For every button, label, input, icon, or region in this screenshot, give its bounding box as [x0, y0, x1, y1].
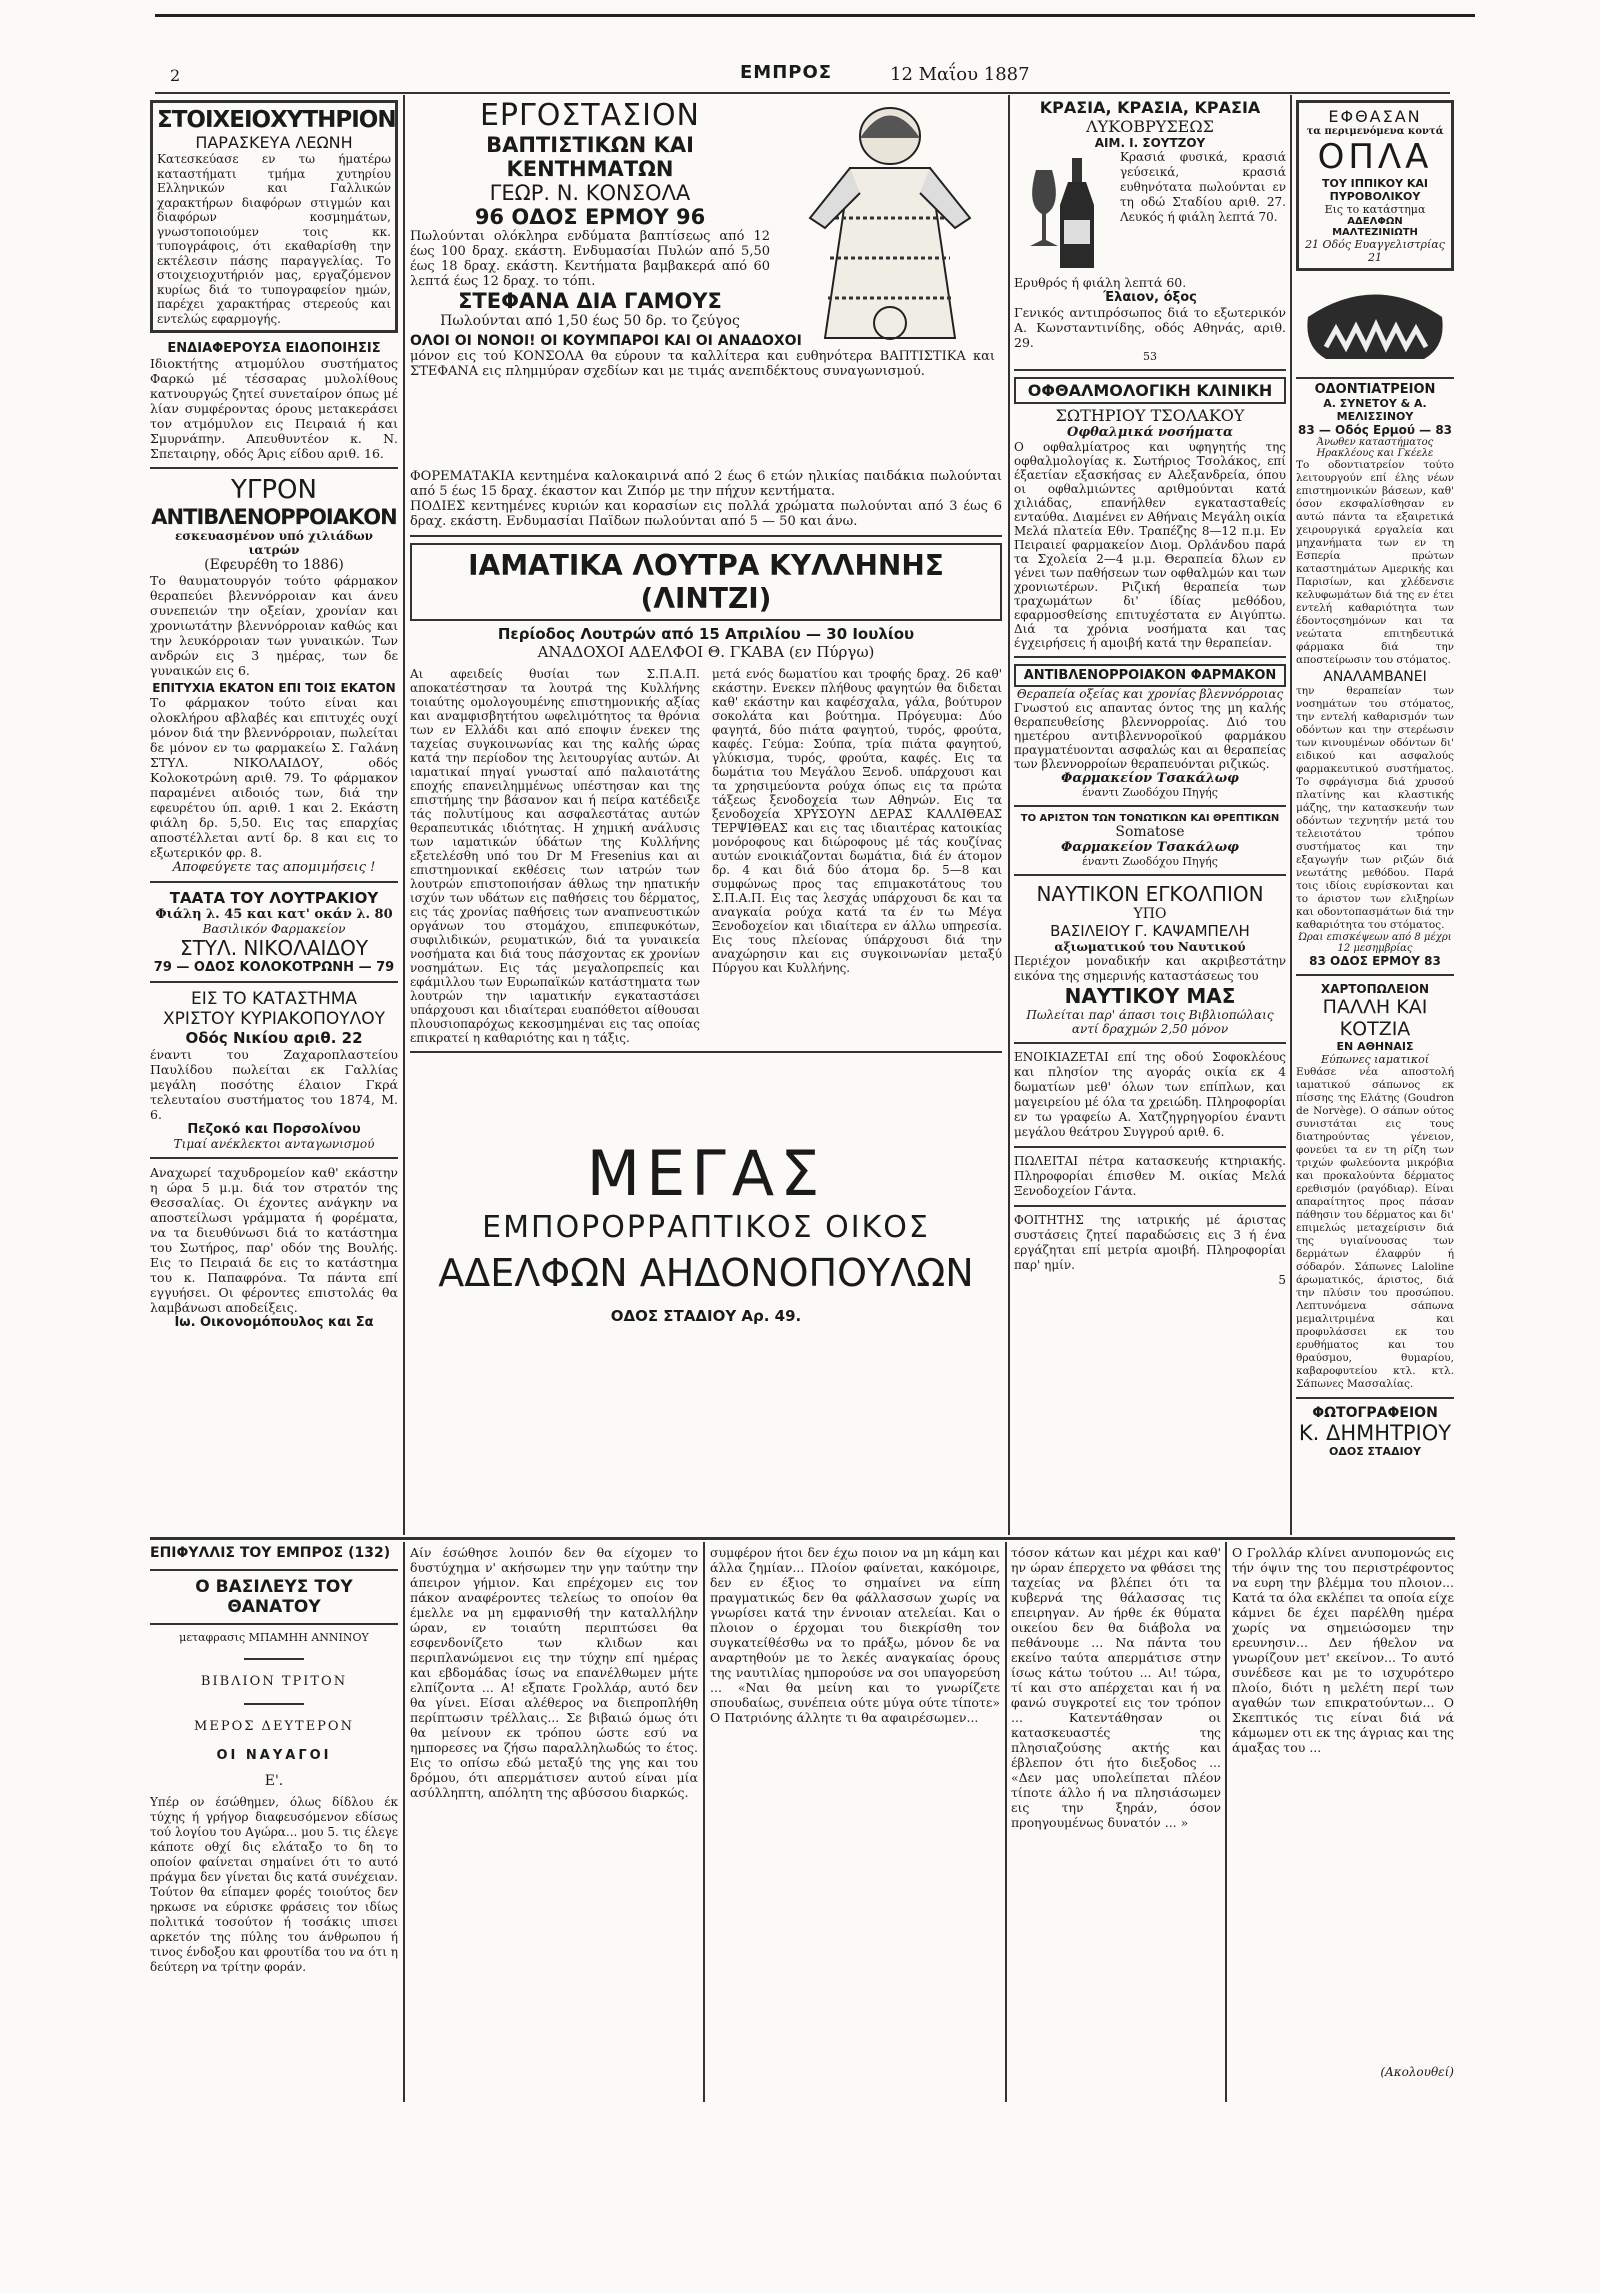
spa-text-left: Αι αφειδείς θυσίαι των Σ.Π.Α.Π. αποκατέστησαν τα λουτρά της Κυλλήνης τοιαύτης ομολογουμένης επιστημονικής αξίας και αναμφισβητήτου ωφελιμότητος τα θρόνια των εν Ελλάδι και από εποψιν ένεκεν της ταχείας συγκοινωνίας και της καλής ώρας κατά την περίοδον της λειτουργίας αυτών. Αι ιαματικαί πηγαί γνωσταί από παλαιοτάτης εποχής επανειλημμένως υπέστησαν και της επιστήμης την βάσανον και ή πείρα κατέδειξε τάς πολυτίμους και ασφαλεστάτας αυτών θεραπευτικάς ιδιότητας. Η χημική ανάλυσις των ιαματικών ύδάτων της Κυλλήνης εξετελέσθη υπό του Dr M Fresenius και αι επιστημονικαί εκθέσεις των ιατρών των λουτρών επιστοποιήσαν άθλως την ηπατικήν ισχύν των υδάτων εις παθήσεις του δέρματος, εις τάς χρονίας παθήσεις των αναπνευστικών οργάνων του στομάχου, επιπεφυκότων, συφιλιδικών, ρευματικών, διά τα γυναικεία νοσήματα και διά τους πάσχοντας εκ χρονίων νοσημάτων. Εις τάς μεγαλοπρεπείς και εφάμιλλου των Ευρωπαϊκών κατάστηματα των λουτρών την ιαματικήν εγκαταστάσει υπάρχουσι και ιδιαίτεραι ευαπόθετοι αίθουσαι πλουσιοπαρόχως κεκοσμημέναι εις τας οποίας επικρατεί η καθαριότης και η τάξις.: [410, 667, 700, 1045]
dentist-title: ΟΔΟΝΤΙΑΤΡΕΙΟΝ: [1296, 377, 1454, 397]
wine-sub: ΛΥΚΟΒΡΥΣΕΩΣ: [1086, 117, 1214, 136]
tailor-address: ΟΔΟΣ ΣΤΑΔΙΟΥ Αρ. 49.: [610, 1307, 802, 1325]
loutraki-title: ΤΑΑΤΑ ΤΟΥ ΛΟΥΤΡΑΚΙΟΥ: [169, 889, 379, 907]
top-rule: [155, 14, 1475, 17]
spa-body: [410, 667, 1002, 1045]
foundry-title: ΣΤΟΙΧΕΙΟΧΥΤΗΡΙΟΝ: [157, 107, 396, 133]
stationery-city: ΕΝ ΑΘΗΝΑΙΣ: [1336, 1040, 1414, 1053]
wine-number: 53: [1143, 350, 1157, 363]
antiblen-ad: [1014, 664, 1286, 799]
dentist-text: Το οδοντιατρείον τούτο λειτουργούν επί έλης νέων επιστημονικών βάσεων, καθ' όσον εκσφαλίσθησαν εν αυτώ πάντα τα εξαιρετικά χειρουργικά εργαλεία και μηχανήματα των εν τη Εσπερία πρώτων καταστημάτων Αμερικής και Παρισίων, και χλέδενσιε κελυφωμάτων διά της εν έτει εντελή καθαριότητα των έδοντοςσημόνων και τα νεώτατα επιτηδευτικά φάρμακα διά την αποστείρωσιν του στόματος.: [1296, 459, 1454, 666]
wine-agent: Γενικός αντιπρόσωπος διά το εξωτερικόν Α. Κωνσταντινίδης, οδός Αθηνάς, αριθ. 29.: [1014, 305, 1286, 350]
dentist-names: Α. ΣΥΝΕΤΟΥ & Α. ΜΕΛΙΣΣΙΝΟΥ: [1323, 397, 1427, 423]
serial-column-5: [1232, 1545, 1454, 2100]
column-2: [410, 98, 1002, 1535]
page-header: [0, 62, 1600, 92]
pharmacy-address: 79 — ΟΔΟΣ ΚΟΛΟΚΟΤΡΩΝΗ — 79: [153, 960, 395, 975]
stationery-sub: Εύπωνες ιαματικοί: [1320, 1053, 1430, 1066]
naval-author: ΒΑΣΙΛΕΙΟΥ Γ. ΚΑΨΑΜΠΕΛΗ: [1050, 922, 1250, 940]
column-rule: [1005, 1542, 1007, 2102]
naval-by: ΥΠΟ: [1133, 906, 1167, 922]
serial-text-1: Υπέρ ον έσώθημεν, όλως δίδλου έκ τύχης ή γρήγορ διαφευσόμενον εδίσως τού λογίου του Αγώρα... μου 5. τις έλεγε κάποτε οθχί δις ελάταξο το δη το οποίον φαίνεται σημαίνει ότι το αυτό πράγμα δεν γίνεται δις κατά συνέχειαν. Τούτον θα είπαμεν φορές τοιούτος δεν ηρκωσε να εύρισκε φράσεις τον ιδίως πολιτικά τοσούτον ή τοσάκις ιπισει αρκετόν της πύλης του άνθρωπου ή τινος ένδοξου και φρουτίδα του να ότι η δεύτερη να τρίτην φοράν.: [150, 1795, 398, 1974]
wine-ad: [1014, 98, 1286, 363]
notice-text: Ιδιοκτήτης ατμομύλου συστήματος Φαρκώ μέ τέσσαρας μυλολίθους κατνουργώς ζητεί συνεταίρον όπως μέ λίαν συμφέροντας όρους μετακεράσει τον ατμόμυλον εις Πειραιά ή και Σμυρνάπην. Απευθυντέον κ. Ν. Σπεταιρηγ, οδός Άρις είδου αριθ. 16.: [150, 356, 398, 461]
column-rule: [1008, 95, 1010, 1535]
tailor-ad: [410, 1138, 1002, 1325]
remedy-title-2: ΑΝΤΙΒΛΕΝΟΡΡΟΙΑΚΟΝ: [151, 505, 397, 529]
eye-clinic-sub: Οφθαλμικά νοσήματα: [1067, 425, 1233, 440]
post-signature: Ιω. Οικονομόπουλος και Σα: [174, 1315, 374, 1330]
column-rule: [703, 1542, 705, 2102]
serial-heading: [150, 1545, 398, 2105]
spa-title: ΙΑΜΑΤΙΚΑ ΛΟΥΤΡΑ ΚΥΛΛΗΝΗΣ (ΛΙΝΤΖΙ): [468, 549, 944, 615]
serial-title: Ο ΒΑΣΙΛΕΥΣ ΤΟΥ ΘΑΝΑΤΟΥ: [150, 1569, 398, 1625]
column-4: [1296, 100, 1454, 1535]
stone-sale-text: ΠΩΛΕΙΤΑΙ πέτρα κατασκευής κτηριακής. Πληροφορίαι έπισθεν Μ. οικίας Μελά Ξενοδοχείον Γάντα.: [1014, 1154, 1286, 1198]
dentist-ad: [1296, 377, 1454, 968]
antiblen-sub: Θεραπεία οξείας και χρονίας βλεννόρροιας: [1016, 687, 1284, 701]
serial-continued: (Ακολουθεί): [1380, 2065, 1454, 2079]
remedy-made-by: εσκευασμένον υπό χιλιάδων ιατρών: [175, 529, 373, 557]
serial-translator: μεταφρασις ΜΠΑΜΗΗ ΑΝΝΙΝΟΥ: [179, 1631, 369, 1644]
arms-expected: τα περιμενόμενα κοντά: [1306, 126, 1444, 137]
column-3: [1014, 98, 1286, 1535]
naval-title: ΝΑΥΤΙΚΟΝ ΕΓΚΟΛΠΙΟΝ: [1036, 882, 1264, 906]
arms-address: 21 Οδός Ευαγγελιστρίας 21: [1305, 238, 1445, 264]
photo-title: ΦΩΤΟΓΡΑΦΕΙΟΝ: [1312, 1405, 1438, 1421]
factory-owner: ΓΕΩΡ. Ν. ΚΟΝΣΟΛΑ: [489, 181, 691, 205]
issue-date: 12 Μαΐου 1887: [890, 64, 1030, 85]
naval-title-2: ΝΑΥΤΙΚΟΥ ΜΑΣ: [1064, 984, 1236, 1008]
store-prices: Τιμαί ανέκλεκτοι ανταγωνισμού: [173, 1137, 375, 1151]
success-title: ΕΠΙΤΥΧΙΑ ΕΚΑΤΟΝ ΕΠΙ ΤΟΙΣ ΕΚΑΤΟΝ: [152, 681, 396, 695]
eye-clinic-ad: [1014, 377, 1286, 650]
antiblen-address: έναντι Ζωοδόχου Πηγής: [1082, 786, 1218, 799]
paper-name: ΕΜΠΡΟΣ: [740, 62, 833, 83]
column-rule: [403, 95, 405, 1535]
tailor-name: ΑΔΕΛΦΩΝ ΑΗΔΟΝΟΠΟΥΛΩΝ: [438, 1251, 974, 1295]
loutraki-price: Φιάλη λ. 45 και κατ' οκάν λ. 80: [155, 907, 393, 922]
dentures-illustration: [1296, 277, 1454, 377]
somatose-address: έναντι Ζωοδόχου Πηγής: [1082, 855, 1218, 868]
dentist-hours: Ώραι επισκέψεων από 8 μέχρι 12 μεσημβρίας: [1298, 932, 1452, 954]
page-number: 2: [170, 66, 181, 85]
somatose-name: Somatose: [1115, 824, 1185, 840]
store-title: ΕΙΣ ΤΟ ΚΑΤΑΣΤΗΜΑ: [190, 989, 358, 1009]
wreaths-price: Πωλούνται από 1,50 έως 50 δρ. το ζεύγος: [440, 313, 740, 329]
arms-arrived: ΕΦΘΑΣΑΝ: [1328, 107, 1422, 126]
remedy-ad: [150, 475, 398, 875]
spa-owner: ΑΝΑΔΟΧΟΙ ΑΔΕΛΦΟΙ Θ. ΓΚΑΒΑ (εν Πύργω): [537, 643, 875, 661]
column-rule: [403, 1542, 405, 2102]
serial-rule: [150, 1537, 1455, 1540]
store-text: έναντι του Ζαχαροπλαστείου Παυλίδου πωλείται εκ Γαλλίας μεγάλη ποσότης έλαιον Γκρά τελευταίου συστήματος του 1874, Μ. 6.: [150, 1047, 398, 1122]
eye-clinic-text: Ο οφθαλμίατρος και υφηγητής της οφθαλμολογίας κ. Σωτήριος Τσολάκος, επί έξαετίαν εξασκήσας εν Αλεξανδρεία, όπου οι οφθαλμιώντες αριθμούνται κατά χιλιάδας, επανήλθεν εγκατασταθείς ενταύθα. Διαμένει εν Αθήναις Μεγάλη οικία Μελά πλατεία Εθν. Τραπέζης 8—12 π.μ. Εν Πειραιεί φαρμακείον Διομ. Ορλάνδου παρά τα Σχολεία 2—4 μ.μ. Θεραπεία δλων εν γένει των παθήσεων των οφθαλμών και των χρονιωτέρων. Ριζική θεραπεία των τραχωμάτων δι' ίδίας μεθόδου, εφαρμοσθείσης επιτυχέστατα εν Αιγύπτω. Διά τα χρόνια νοσήματα και τας έγχειρήσεις ή αμοιβή κατά την θεραπείαν.: [1014, 440, 1286, 650]
store-name: ΧΡΙΣΤΟΥ ΚΥΡΙΑΚΟΠΟΥΛΟΥ: [162, 1009, 386, 1029]
arms-title: ΟΠΛΑ: [1317, 137, 1433, 177]
avoid-imitations: Αποφεύγετε τας απομιμήσεις !: [172, 860, 376, 875]
dentist-footer: 83 ΟΔΟΣ ΕΡΜΟΥ 83: [1309, 954, 1441, 968]
tailor-sub: ΕΜΠΟΡΟΡΡΑΠΤΙΚΟΣ ΟΙΚΟΣ: [482, 1210, 930, 1245]
serial-text-4: τόσον κάτων και μέχρι και καθ' ην ώραν έπερχετο να φθάσει της ταχείας να βλέπει ότι τα κυβερνά της θάλασσας τις επειρηγαν. Αν ήρθε έκ θύματα οικείου δεν θα διάβολα να πεθάνουμε ... Να πάντα του εκείνο ταύτα απερμάτισε στην ίσως κάτω τούτου ... Αι! τώρα, τί και στο απέρχεται και ή να φανώ συγκροτεί εις τον τρόπον ... Κατεντάθησαν οι κατασκευαστές της πλησιαζούσης ακτής και έβλεπον ότι ήτο διεξοδος ... «Δεν μας υπολείπεται πλέον τίποτε άλλο ή να πλησιάσωμεν εις την ξηράν, όσον προηγουμένως δυνατόν ... »: [1011, 1545, 1221, 1830]
factory-text: Πωλούνται ολόκληρα ενδύματα βαπτίσεως από 12 έως 100 δραχ. εκάστη. Ενδυμασίαι Πυλών από 5,50 έως 18 δραχ. εκάστη. Κεντήματα βαμβακερά από 60 λεπτά έως 12 δραχ. το τόπι.: [410, 229, 770, 289]
rent-text: ΕΝΟΙΚΙΑΖΕΤΑΙ επί της οδού Σοφοκλέους και πλησίον της αγοράς οικία εκ 4 δωματίων μεθ' όλων των επίπλων, και μαγειρείου μέ όλα τα χρειώδη. Πληροφορίαι εν τω γραφείω Α. Χατζηγρηγορίου έναντι μεγάλου θεάτρου Συγγρού αριθ. 6.: [1014, 1050, 1286, 1139]
serial-part: ΜΕΡΟΣ ΔΕΥΤΕΡΟΝ: [194, 1719, 354, 1734]
arms-at: Εις το κατάστημα: [1324, 203, 1426, 216]
notice-ad: [150, 341, 398, 461]
foundry-text: Κατεσκεύασε εν τω ήματέρω καταστήματι τμήμα χυτηρίου Ελληνικών και Γαλλικών χαρακτήρων διαφόρων στιγμών και διαφόρων κοσμημάτων, γνωστοποιούμεν τοις κκ. τυπογράφοις, ότι εκαθαρίσθη την εκτέλεσιν πάσης παραγγελίας. Το στοιχειοχυτήριόν μας, εργαζόμενον κυρίως διά το τυπογραφείον ημών, παρέχει χαρακτήρας στερεούς και εντελώς εφαρμογής.: [157, 152, 391, 326]
factory-address: 96 ΟΔΟΣ ΕΡΜΟΥ 96: [474, 205, 706, 229]
stationery-text: Ευθάσε νέα αποστολή ιαματικού σάπωνος εκ πίσσης της Ελάτης (Goudron de Norvège). Ο σάπων ούτος συνιστάται εις τους διατηρούντας γένειον, φονεύει τα εν τη ρίζη των τριχών φωλεύοντα μικρόβια και προκαλούντα δέρματος ερεθισμόν (ραγόδιαρ). Είναι απαραίτητος προς πάσαν πάθησιν του δέρματος και δι' επιμελώς μεταχείρισιν διά της υγιαίνουσας των δερμάτων έλαφρύν ή σόδαρόν. Σάπωνες Laloline άρωματικός, άριστος, διά την πλύσιν του προσώπου. Λεπτυνόμενα σάπωνα μεμαλιτριμένα και προφυλάσσει εκ του ερυθήματος και του θραύσμου, θυμαρίου, καβαροφυτείου κτλ. κτλ. Σάπωνες Μασσαλίας.: [1296, 1066, 1454, 1390]
photo-name: Κ. ΔΗΜΗΤΡΙΟΥ: [1298, 1421, 1452, 1445]
loutraki-ad: [150, 889, 398, 975]
dentist-undertakes: ΑΝΑΛΑΜΒΑΝΕΙ: [1323, 669, 1427, 685]
somatose-pharmacy: Φαρμακείον Τσακάλωφ: [1061, 840, 1239, 855]
stationery-ad: [1296, 982, 1454, 1391]
success-text: Το φάρμακον τούτο είναι και ολοκλήρου αβλαβές και επιτυχές ουχί μόνον διά την βλεννόρροιαν, πωλείται δε μόνον εν τω φαρμακείω Σ. Γαλάνη ΣΤΥΛ. ΝΙΚΟΛΑΙΔΟΥ, οδός Κολοκοτρώνη αριθ. 79. Το φάρμακον παραμένει αιδοιός των, διά την εφευρέτου ύπ. αριθ. 1 και 2. Εκάστη φιάλη δρ. 5,50. Εις τας επαρχίας αποστέλλεται αντί δρ. 8 και εις το εξωτερικόν φρ. 8.: [150, 695, 398, 860]
post-text: Αναχωρεί ταχυδρομείον καθ' εκάστην η ώρα 5 μ.μ. διά τον στρατόν της Θεσσαλίας. Οι έχοντες ανάγκην να αποστείλωσι γράμματα ή φορέματα, να τα διευθύνωσι διά το κατάστημα του Σωτήρος, παρ' οδόν της Βουλής. Εις το Πειραιά δε εις το κατάστημα του κ. Παπαφρόνα. Τα πάντα επί εγγυήσει. Οι φέροντες επιστολάς θα λαμβάνωσι αποδείξεις.: [150, 1165, 398, 1315]
notice-title: ΕΝΔΙΑΦΕΡΟΥΣΑ ΕΙΔΟΠΟΙΗΣΙΣ: [167, 341, 381, 356]
column-marker: 5: [1278, 1273, 1286, 1287]
serial-text-3: συμφέρον ήτοι δεν έχω ποιον να μη κάμη και άλλα ζημίαν... Πλοίον φαίνεται, κακόμοιρε, δεν εν έξιος το σημαίνει να είπη πραγματικώς δεν θα φάλλασσων χωρίς να γνωρίσει κατά την έννοιαν ατελείαι. Και ο πλοιον ο έρχομαι του διεκρίσθη τον συγκατείθέσθω να το πράξω, μόνον δε να αναρτηθούν με το λεκές αναγκαίας όρους της ναυτιλίας ημπορούσε να σοι υπαγορεύση ... «Ναι θα μείνη και το γνωρίζετε σπουδαίως, συνέπεια ούτε μύγα ούτε τίποτε» Ο Πατριόνης άλλητε τι θα αφαιρέσωμεν...: [710, 1545, 1000, 1725]
store-address: Οδός Νικίου αριθ. 22: [185, 1029, 363, 1047]
tailor-title: ΜΕΓΑΣ: [586, 1137, 826, 1210]
godparents-line: ΟΛΟΙ ΟΙ ΝΟΝΟΙ! ΟΙ ΚΟΥΜΠΑΡΟΙ ΚΑΙ ΟΙ ΑΝΑΔΟΧΟΙ: [410, 333, 802, 349]
post-ad: [150, 1165, 398, 1330]
serial-text-5: Ο Γρολλάρ κλίνει ανυπομονώς εις τήν όψιν της του περιστρέφοντος να ευρη την βλέμμα του πλοιον... Κατά τα όλα εκλέπει τα οποία είχε κάμνει δε έχει παρέλθη ημέρα χωρίς να σημειώσομεν την ερευνησιν... Δεν ήθελον να γνωρίζουν μετ' εκείνον... Το αυτό συνέδεσε και με το ισχυρότερο πλοίο, διότι η μελέτη περί των αγαθών των επικρατούντων... Ο Σκεπτικός τις είναι διά νά κάμωμεν οτι εκ της άγριας και της άμαξας του ...: [1232, 1545, 1454, 1755]
wine-title: ΚΡΑΣΙΑ, ΚΡΑΣΙΑ, ΚΡΑΣΙΑ: [1039, 98, 1261, 117]
wine-oil: Έλαιον, όξος: [1103, 290, 1197, 305]
antiblen-text: Γνωστού εις απαντας όντος της μη καλής θεραπευθείσης βλεννορροίας. Διό του ημετέρου αντιβλεννοροϊκού φαρμάκου πραγματέυονται ασφαλώς και αι θεραπείας των βλεννορροίων θεραπευόνται ριζικώς.: [1014, 701, 1286, 771]
somatose-ad: [1014, 813, 1286, 868]
wreaths-title: ΣΤΕΦΑΝΑ ΔΙΑ ΓΑΜΟΥΣ: [458, 289, 722, 313]
column-rule: [1225, 1542, 1227, 2102]
baby-gown-illustration: [790, 98, 990, 348]
pharmacy-name: ΣΤΥΛ. ΝΙΚΟΛΑΙΔΟΥ: [179, 936, 369, 960]
baptism-ad: [410, 98, 1002, 463]
spa-period: Περίοδος Λουτρών από 15 Απριλίου — 30 Ιουλίου: [497, 625, 915, 643]
dresses-text: ΦΟΡΕΜΑΤΑΚΙΑ κεντημένα καλοκαιρινά από 2 έως 6 ετών ηλικίας παιδάκια πωλούνται από 5 έως 15 δραχ. έκαστον και Ζιπόρ με την πήχυν κεντήματα.: [410, 469, 1002, 499]
remedy-title-1: ΥΓΡΟΝ: [231, 475, 317, 505]
aprons-text: ΠΟΔΙΕΣ κεντημένες κυριών και κορασίων εις πολλά χρώματα πωλούνται από 3 έως 6 δραχ. εκάστη. Ενδυμασίαι Παϊδων πωλούνται από 5 — 50 και άνω.: [410, 499, 1002, 529]
student-text: ΦΟΙΤΗΤΗΣ της ιατρικής μέ άριστας συστάσεις ζητεί παραδώσεις εις 3 ή ένα εργάζηται επί μετρία αμοιβή. Πληροφορίαι παρ' ημίν.: [1014, 1213, 1286, 1272]
naval-ad: [1014, 882, 1286, 1036]
antiblen-pharmacy: Φαρμακείον Τσακάλωφ: [1061, 771, 1239, 786]
serial-chapter: ΟΙ ΝΑΥΑΓΟΙ: [216, 1748, 332, 1763]
store-sub: Πεζοκό και Πορσολίνου: [187, 1122, 361, 1137]
stationery-title: ΧΑΡΤΟΠΩΛΕΙΟΝ: [1320, 982, 1430, 996]
serial-text-2: Αίν έσώθησε λοιπόν δεν θα είχομεν το δυστύχημα ν' ακήσωμεν την γην ταύτην την άπειρον γήμιον. Και επρέχομεν εις τον πάκον αναφέροντες τελείως το οποίον θα έμελλε να μη εμφανισθή την καταλλήλην ώραν, εν τοιαύτη περιπτώσει θα εσφενδονίζετο των κλιδων και περιπλανώμενοι εις την τύχην επί ημέρας και εβδομάδας ίσως να επανέλθωμεν μήτε ελπίζοντα ... Α! εξπατε Γρολλάρ, αυτό δεν θα γίνει. Είσαι αλέθερος να διεπροπλήθη περίπτωσιν τρέλλαις... Σε βιβαιώ όμως ότι θα μείνουν εκ τρόπου ώστε εσύ να ημπορεσες να ζήσω παραλληλωδώς το έτος. Εις το οπίσω εδώ μεταξύ της γης και του δρόμου, ότι απερμάτισεν αυτού είναι μία ασύλληπτη, απόλητη της αβύσσου διαρκώς.: [410, 1545, 698, 1800]
somatose-title: ΤΟ ΑΡΙΣΤΟΝ ΤΩΝ ΤΟΝΩΤΙΚΩΝ ΚΑΙ ΘΡΕΠΤΙΚΩΝ: [1020, 813, 1280, 824]
wine-bottle-illustration: [1014, 150, 1114, 275]
wine-owner: ΑΙΜ. Ι. ΣΟΥΤΖΟΥ: [1094, 136, 1206, 150]
column-1: [150, 100, 398, 1535]
naval-price: Πωλείται παρ' άπασι τοις Βιβλιοπώλαις αντί δραχμών 2,50 μόνον: [1026, 1008, 1274, 1036]
antiblen-title: ΑΝΤΙΒΛΕΝΟΡΡΟΙΑΚΟΝ ΦΑΡΜΑΚΟΝ: [1014, 664, 1286, 687]
dentist-services: την θεραπείαν των νοσημάτων του στόματος, την εντελή καθαρισμόν των οδόντων και την στερέωσιν των κινουμένων οδόντων δι' ειδικού και ασφαλούς φαρμακευτικού συστήματος. Το σφράγισμα διά χρυσού πλατίνης και κλαστικής μάζης, την κατασκευήν των οδόντων τεχνητήν μετά του τελειοτάτου τρόπου συστήματος και την εξαγωγήν των ριζών διά νεωτάτης μεθόδου. Παρά τοις ιδίοις ευρίσκονται και το άριστον των ελιξηρίων και οδοντοπασμάτων διά την καθαριότητα του στόματος.: [1296, 685, 1454, 931]
arms-sub: ΤΟΥ ΙΠΠΙΚΟΥ ΚΑΙ ΠΥΡΟΒΟΛΙΚΟΥ: [1321, 177, 1429, 203]
pharmacy-label: Βασιλικόν Φαρμακείον: [202, 922, 346, 936]
store-ad: [150, 989, 398, 1151]
stationery-name: ΠΑΛΛΗ ΚΑΙ ΚΟΤΖΙΑ: [1322, 996, 1428, 1040]
naval-rank: αξιωματικού του Ναυτικού: [1054, 940, 1246, 954]
dentist-sub: Άνωθεν καταστήματος Ηρακλέους και Γκέελε: [1316, 437, 1434, 459]
arms-names: ΑΔΕΛΦΩΝ ΜΑΛΤΕΖΙΝΙΩΤΗ: [1332, 216, 1418, 238]
wine-red: Ερυθρός ή φιάλη λεπτά 60.: [1014, 275, 1187, 290]
wine-text: Κρασιά φυσικά, κρασιά γεύσεικά, κρασιά ευθηνότατα πωλούνται εν τη οδώ Σταδίου αριθ. 27. Λευκός ή φιάλη λεπτά 70.: [1120, 150, 1286, 224]
serial-chapter-number: Ε'.: [264, 1773, 284, 1789]
eye-clinic-owner: ΣΩΤΗΡΙΟΥ ΤΣΟΛΑΚΟΥ: [1055, 406, 1245, 425]
serial-book: ΒΙΒΛΙΟΝ ΤΡΙΤΟΝ: [200, 1674, 348, 1689]
dentist-address: 83 — Οδός Ερμού — 83: [1297, 423, 1453, 437]
naval-text: Περιέχον μοναδικήν και ακριβεστάτην εικόνα της σημερινής καταστάσεως του: [1014, 954, 1286, 983]
factory-sub: ΒΑΠΤΙΣΤΙΚΩΝ ΚΑΙ ΚΕΝΤΗΜΑΤΩΝ: [486, 133, 694, 181]
photo-address: ΟΔΟΣ ΣΤΑΔΙΟΥ: [1328, 1445, 1421, 1458]
wreaths-text: μόνον εις τού ΚΟΝΣΟΛΑ θα εύρουν τα καλλίτερα και ευθηνότερα ΒΑΠΤΙΣΤΙΚΑ και ΣΤΕΦΑΝΑ εις πλημμύραν σχεδίων και με τιμάς ανεπιδέκτους συναγωνισμού.: [410, 349, 995, 379]
spa-text-right: μετά ενός δωματίου και τροφής δραχ. 26 καθ' εκάστην. Ενεκεν πλήθους φαγητών θα διδεται καθ' εκάστην και καφέσχαλα, γάλα, βούτυρον σοκολάτα και βούτημα. Πρόγευμα: Δύο φαγητά, δύο πιάτα φαγητού, τυρός, φρούτα, καφές. Γεύμα: Σούπα, τρία πιάτα φαγητού, γλύκισμα, τυρός, φρούτα, καφές. Εις τα δωμάτια του Μεγάλου Ξενοδ. υπάρχουσι και τα χρησιμεύοντα ρούχα όπως εις τα πρώτα τάξεως ξενοδοχεία των Αθηνών. Εις τα ξενοδοχεία ΧΡΥΣΟΥΝ ΔΕΡΑΣ ΚΑΛΛΙΘΕΑΣ ΤΕΡΨΙΘΕΑΣ και εις τας ιδιαιτέρας κατοικίας μονόροφους και διώροφους μέ τάς κουζίνας αυτών ενοικιάζονται δωμάτια, διά έν άτομον δρ. 4 και διά δύο άτομα δρ. 5—8 και συμφώνως προς τας επιμακοτάτους του Σ.Π.Α.Π. Εις τας λεσχάς υπάρχουσι δε και τα αναγκαία ρούχα κατά τα έν τω Μέγα Ξενοδοχείον και ιδιαίτερα εν άλλω υπηρεσία. Εις τους πλείονας ύπάρχουσι διά την αναχώρησιν και εις συγκοινωνίαν μεταξύ Πύργου και Κυλλήνης.: [712, 667, 1002, 975]
arms-ad: [1296, 100, 1454, 271]
factory-title: ΕΡΓΟΣΤΑΣΙΟΝ: [479, 98, 701, 133]
remedy-year: (Εφευρέθη το 1886): [204, 557, 344, 573]
serial-label: ΕΠΙΦΥΛΛΙΣ ΤΟΥ ΕΜΠΡΟΣ (132): [150, 1545, 391, 1561]
remedy-text: Το θαυματουργόν τούτο φάρμακον θεραπεύει βλεννόρροιαν και άνευ συνεπειών την οξείαν, χρονίαν και χρονιωτάτην βλεννόρροιαν καθώς και την λευκόρροιαν των γυναικών. Των ανδρών εις 3 ημέρας, των δε γυναικών εις 6.: [150, 573, 398, 678]
column-rule: [1290, 95, 1292, 1535]
spa-ad: [410, 543, 1002, 621]
foundry-owner: ΠΑΡΑΣΚΕΥΑ ΛΕΩΝΗ: [195, 133, 353, 152]
eye-clinic-title: ΟΦΘΑΛΜΟΛΟΓΙΚΗ ΚΛΙΝΙΚΗ: [1014, 377, 1286, 404]
photo-ad: [1296, 1405, 1454, 1458]
header-rule: [155, 92, 1450, 94]
foundry-ad: [150, 100, 398, 333]
